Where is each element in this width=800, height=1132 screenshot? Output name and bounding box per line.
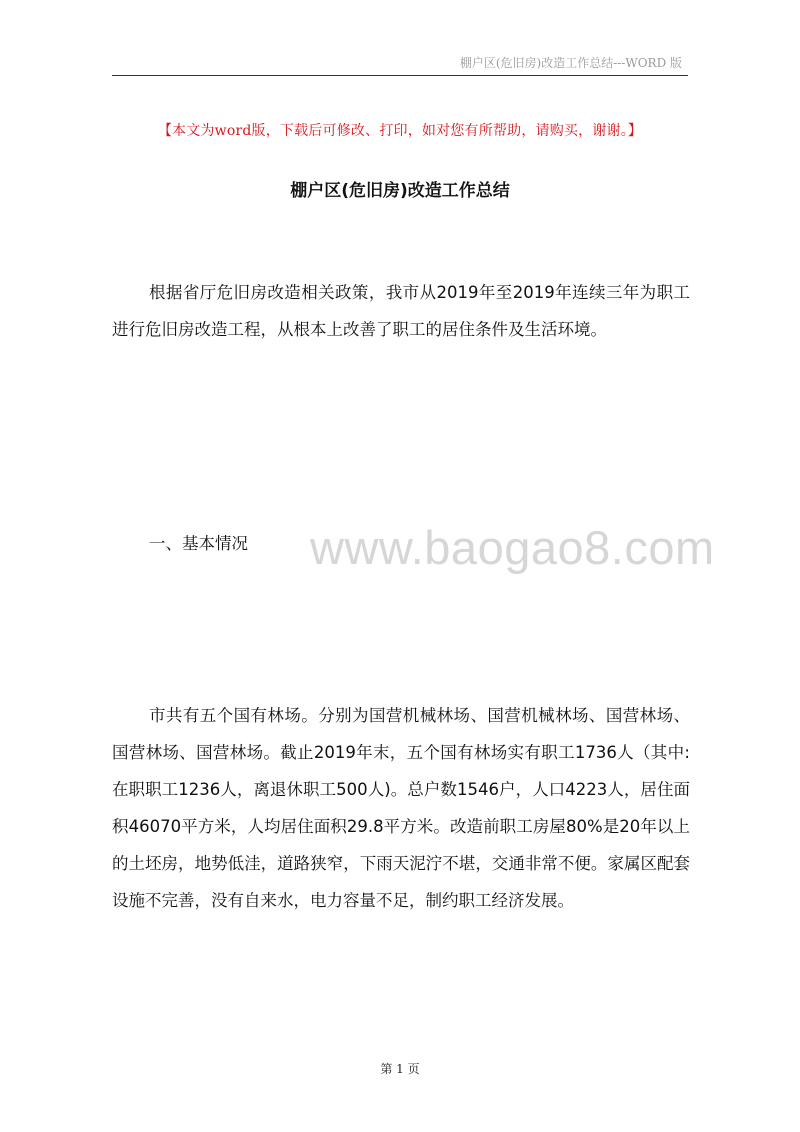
- intro-paragraph: 根据省厅危旧房改造相关政策，我市从2019年至2019年连续三年为职工进行危旧房改造工程，从根本上改善了职工的居住条件及生活环境。: [112, 283, 690, 339]
- header-divider: [112, 75, 688, 76]
- section-heading: 一、基本情况: [149, 534, 248, 553]
- purchase-notice: 【本文为word版，下载后可修改、打印，如对您有所帮助，请购买，谢谢。】: [157, 123, 643, 139]
- watermark: www.baogao8.com: [310, 521, 715, 574]
- page-number: 第 1 页: [380, 1062, 420, 1076]
- running-header: 棚户区(危旧房)改造工作总结---WORD 版: [459, 56, 682, 70]
- section-paragraph: 市共有五个国有林场。分别为国营机械林场、国营机械林场、国营林场、国营林场、国营林场。截止2019年末，五个国有林场实有职工1736人（其中:在职职工1236人，离退休职工500人)。总户数1546户，人口4223人，居住面积46070平方米，人均居住面积29.8平方米。改造前职工房屋80%是20年以上的土坯房，地势低洼，道路狭窄，下雨天泥泞不堪，交通非常不便。家属区配套设施不完善，没有自来水，电力容量不足，制约职工经济发展。: [112, 706, 690, 910]
- document-title: 棚户区(危旧房)改造工作总结: [290, 181, 510, 201]
